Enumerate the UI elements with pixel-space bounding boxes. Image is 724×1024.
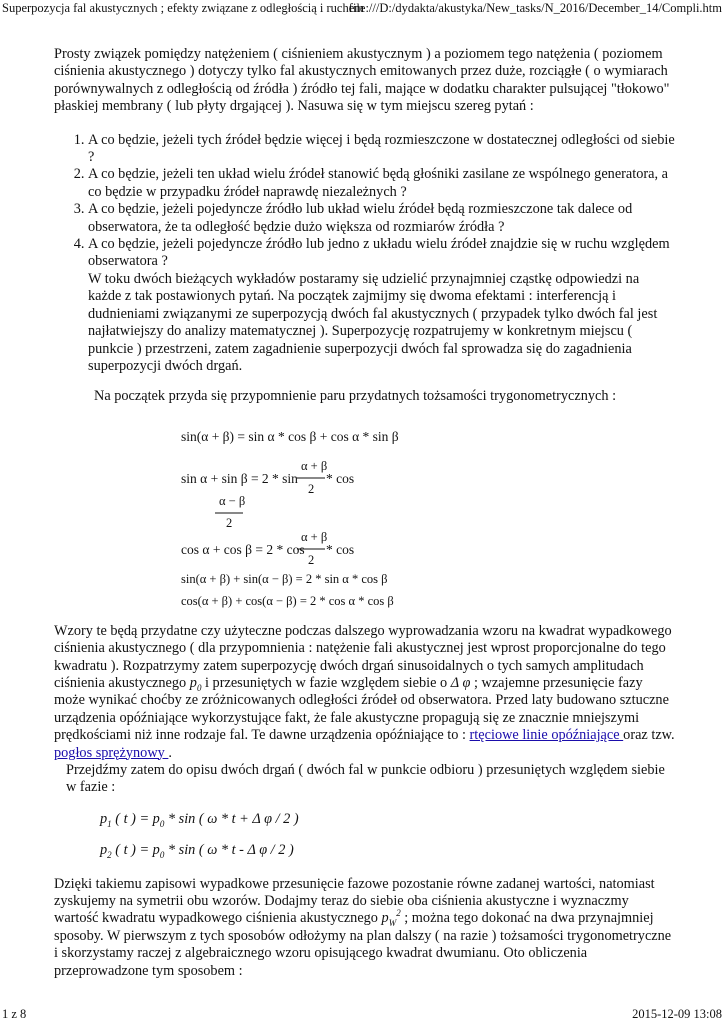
identity-mult-cos: * cos (326, 470, 355, 486)
equation-text: ( t ) = p (111, 810, 160, 827)
fraction-numerator: α + β (301, 458, 328, 473)
list-item: 3. A co będzie, jeżeli pojedyncze źródło lub układ wielu źródeł będą rozmieszczone tak dalece od obserwatora, że ta odległość będzie dużo większa od rozmiarów źródła ? (88, 201, 676, 236)
pressure-superscript: 2 (396, 908, 401, 919)
paragraph-text: . (168, 744, 172, 761)
mercury-delay-line-link[interactable]: rtęciowe linie opóźniające (469, 727, 624, 744)
print-datetime-footer: 2015-12-09 13:08 (632, 1007, 722, 1021)
document-body (54, 46, 676, 980)
equation-text: ( t ) = p (111, 842, 160, 859)
identity-cos-sum-diff: cos(α + β) + cos(α − β) = 2 * cos α * cos β (181, 593, 394, 608)
equation-subscript: 0 (159, 818, 165, 829)
equation-p2 (100, 842, 676, 859)
pressure-symbol: p (381, 910, 389, 927)
derivation-intro-paragraph (54, 623, 676, 762)
identity-mult-cos: * cos (326, 541, 355, 557)
intro-paragraph: Prosty związek pomiędzy natężeniem ( ciśnieniem akustycznym ) a poziomem tego natężenia ( poziomem ciśnienia akustycznego ) dotyczy tylko fal akustycznych emitowanych przez duże, rozciągłe ( o wymiarach porównywalnych z odległością od źródła ) źródło tej fali, mające w dodatku charakter pulsującej "tłokowo" płaskiej membrany ( lub płyty drgającej ). Nasuwa się w tym miejscu szereg pytań : (54, 46, 670, 115)
equation-text: p (100, 842, 108, 859)
identity-sin-sum-diff: sin(α + β) + sin(α − β) = 2 * sin α * cos β (181, 571, 388, 586)
identity-sin-plus-sin-left: sin α + sin β = 2 * sin (181, 470, 298, 486)
paragraph-text: Wzory te będą przydatne czy użyteczne podczas dalszego wyprowadzania wzoru na kwadrat wypadkowego ciśnienia akustycznego ( dla przypomnienia : natężenie fali akustycznej jest wprost proporcjonalne do tego kwadratu ). Rozpatrzymy zatem superpozycję dwóch drgań sinusoidalnych o tych samych amplitudach ciśnienia akustycznego (54, 622, 672, 691)
identity-sin-sum: sin(α + β) = sin α * cos β + cos α * sin β (181, 428, 399, 444)
amplitude-subscript: 0 (196, 682, 202, 693)
equation-text: p (100, 810, 108, 827)
paragraph-text: oraz tzw. (623, 727, 675, 744)
equation-p1 (100, 811, 676, 828)
spring-reverb-link[interactable]: pogłos sprężynowy (54, 744, 169, 761)
paragraph-text: i przesuniętych w fazie względem siebie o (201, 674, 451, 691)
lecture-plan-paragraph: W toku dwóch bieżących wykładów postaramy się udzielić przynajmniej cząstkę odpowiedzi na każde z tak postawionych pytań. Na początek zajmijmy się dwoma efektami : interferencją i dudnieniami związanymi ze superpozycją dwóch fal akustycznych ( przypadek tylko dwóch fal jest najłatwiejszy do analizy matematycznej ). Superpozycję rozpatrujemy w konkretnym miejscu ( punkcie ) przestrzeni, zatem zagadnienie superpozycji dwóch fal sprowadza się do zagadnienia superpozycji dwóch drgań. (88, 270, 658, 374)
equation-text: * sin ( ω * t - Δ φ / 2 ) (164, 842, 294, 859)
paragraph-text: Dzięki takiemu zapisowi wypadkowe przesunięcie fazowe pozostanie równe zadanej wartości, natomiast zyskujemy na symetrii obu wzorów. Dodajmy teraz do siebie oba ciśnienia akustyczne i wyznaczmy wartość kwadratu wypadkowego ciśnienia akustycznego (54, 875, 655, 927)
list-item: 4. A co będzie, jeżeli pojedyncze źródło lub jedno z układu wielu źródeł znajdzie się w ruchu względem obserwatora ? (88, 236, 676, 271)
list-item: 1. A co będzie, jeżeli tych źródeł będzie więcej i będą rozmieszczone w dostatecznej odległości od siebie ? (88, 132, 676, 167)
fraction-denominator: 2 (308, 481, 315, 496)
paragraph-text: ; wzajemne przesunięcie fazy może wynikać choćby ze zróżnicowanych odległości źródeł od obserwatora. Przed laty budowano sztuczne urządzenia opóźniające wykorzystujące fakt, że fale akustyczne propagują się ze znacznie mniejszymi prędkościami niż inne rodzaje fal. Te dawne urządzenia opóźniające to : (54, 674, 669, 744)
phase-shift-symbol: Δ φ (450, 674, 471, 691)
fraction-numerator: α + β (301, 529, 328, 544)
equation-text: * sin ( ω * t + Δ φ / 2 ) (164, 810, 299, 827)
fraction-denominator: 2 (226, 515, 233, 530)
trig-identities-image (179, 423, 399, 611)
equation-subscript: 0 (159, 850, 165, 861)
page-title-header: Superpozycja fal akustycznych ; efekty związane z odległością i ruchem (2, 1, 364, 15)
list-item: 2. A co będzie, jeżeli ten układ wielu źródeł stanowić będą głośniki zasilane ze wspólnego generatora, a co będzie w przypadku źródeł naprawdę niezależnych ? (88, 166, 676, 201)
page-number-footer: 1 z 8 (2, 1007, 27, 1021)
identity-cos-plus-cos-left: cos α + cos β = 2 * cos (181, 541, 305, 557)
fraction-denominator: 2 (308, 552, 315, 567)
fraction-numerator: α − β (219, 493, 246, 508)
amplitude-symbol: p (189, 674, 197, 691)
trig-intro-paragraph: Na początek przyda się przypomnienie paru przydatnych tożsamości trygonometrycznych : (94, 388, 617, 405)
file-path-header: file:///D:/dydakta/akustyka/New_tasks/N_2016/December_14/Compli.htm (348, 1, 722, 15)
equation-subscript: 1 (107, 818, 112, 829)
question-list (54, 132, 676, 271)
equation-subscript: 2 (107, 850, 112, 861)
paragraph-text: ; można tego dokonać na dwa przynajmniej sposoby. W pierwszym z tych sposobów odłożymy na plan dalszy ( na razie ) tożsamości trygonometryczne i skorzystamy raczej z algebraicznego wzoru opisującego kwadrat dwumianu. Oto obliczenia przeprowadzone tym sposobem : (54, 910, 672, 979)
square-of-sum-paragraph (54, 876, 676, 980)
two-oscillations-paragraph: Przejdźmy zatem do opisu dwóch drgań ( dwóch fal w punkcie odbioru ) przesuniętych względem siebie w fazie : (66, 761, 665, 796)
pressure-subscript: W (388, 918, 397, 929)
